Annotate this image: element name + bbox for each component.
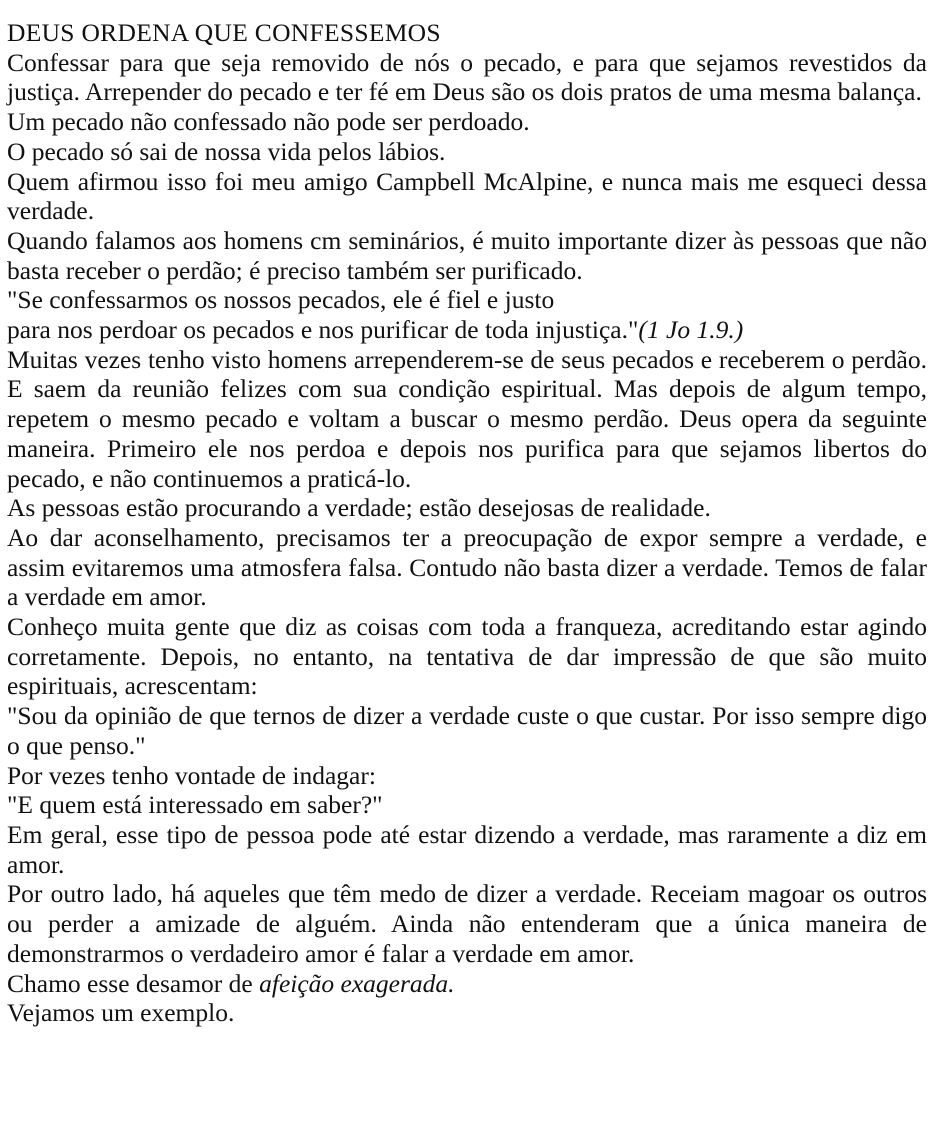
- page-title: DEUS ORDENA QUE CONFESSEMOS: [7, 18, 441, 47]
- paragraph-10: "Sou da opinião de que ternos de dizer a verdade custe o que custar. Por isso sempre digo o que penso.": [7, 701, 927, 760]
- paragraph-13: Em geral, esse tipo de pessoa pode até estar dizendo a verdade, mas raramente a diz em amor.: [7, 819, 927, 879]
- paragraph-8: Ao dar aconselhamento, precisamos ter a preocupação de expor sempre a verdade, e assim evitaremos uma atmosfera falsa. Contudo não basta dizer a verdade. Temos de falar a verdade em amor.: [7, 522, 927, 612]
- paragraph-16: Vejamos um exemplo.: [7, 998, 235, 1028]
- paragraph-15-emphasis: afeição exagerada.: [259, 968, 455, 998]
- paragraph-7: As pessoas estão procurando a verdade; estão desejosas de realidade.: [7, 493, 711, 523]
- paragraph-11: Por vezes tenho vontade de indagar:: [7, 760, 376, 790]
- paragraph-2: Um pecado não confessado não pode ser perdoado.: [7, 107, 530, 137]
- paragraph-1: Confessar para que seja removido de nós o pecado, e para que sejamos revestidos da justiça. Arrepender do pecado e ter fé em Deus são os dois pratos de uma mesma balança.: [7, 47, 927, 107]
- paragraph-4: Quem afirmou isso foi meu amigo Campbell McAlpine, e nunca mais me esqueci dessa verdade.: [7, 166, 927, 226]
- paragraph-12: "E quem está interessado em saber?": [7, 790, 383, 820]
- scripture-reference: (1 Jo 1.9.): [638, 315, 744, 345]
- paragraph-3: O pecado só sai de nossa vida pelos lábios.: [7, 136, 446, 166]
- paragraph-14: Por outro lado, há aqueles que têm medo de dizer a verdade. Receiam magoar os outros ou perder a amizade de alguém. Ainda não entenderam que a única maneira de demonstrarmos o verdadeiro amor é falar a verdade em amor.: [7, 879, 927, 968]
- paragraph-9: Conheço muita gente que diz as coisas com toda a franqueza, acreditando estar agindo corretamente. Depois, no entanto, na tentativa de dar impressão de que são muito espirituais, acrescentam:: [7, 612, 927, 701]
- paragraph-15-text: Chamo esse desamor de: [7, 968, 260, 998]
- paragraph-6: Muitas vezes tenho visto homens arrependerem-se de seus pecados e receberem o perdão. E saem da reunião felizes com sua condição espiritual. Mas depois de algum tempo, repetem o mesmo pecado e voltam a buscar o mesmo perdão. Deus opera da seguinte maneira. Primeiro ele nos perdoa e depois nos purifica para que sejamos libertos do pecado, e não continuemos a praticá-lo.: [7, 344, 927, 493]
- paragraph-5: Quando falamos aos homens cm seminários, é muito importante dizer às pessoas que não basta receber o perdão; é preciso também ser purificado.: [7, 225, 927, 285]
- scripture-quote: [7, 285, 927, 344]
- scripture-quote-line-1: "Se confessarmos os nossos pecados, ele é fiel e justo: [7, 285, 555, 315]
- scripture-quote-line-2: para nos perdoar os pecados e nos purificar de toda injustiça.": [7, 315, 639, 345]
- paragraph-15: [7, 969, 927, 999]
